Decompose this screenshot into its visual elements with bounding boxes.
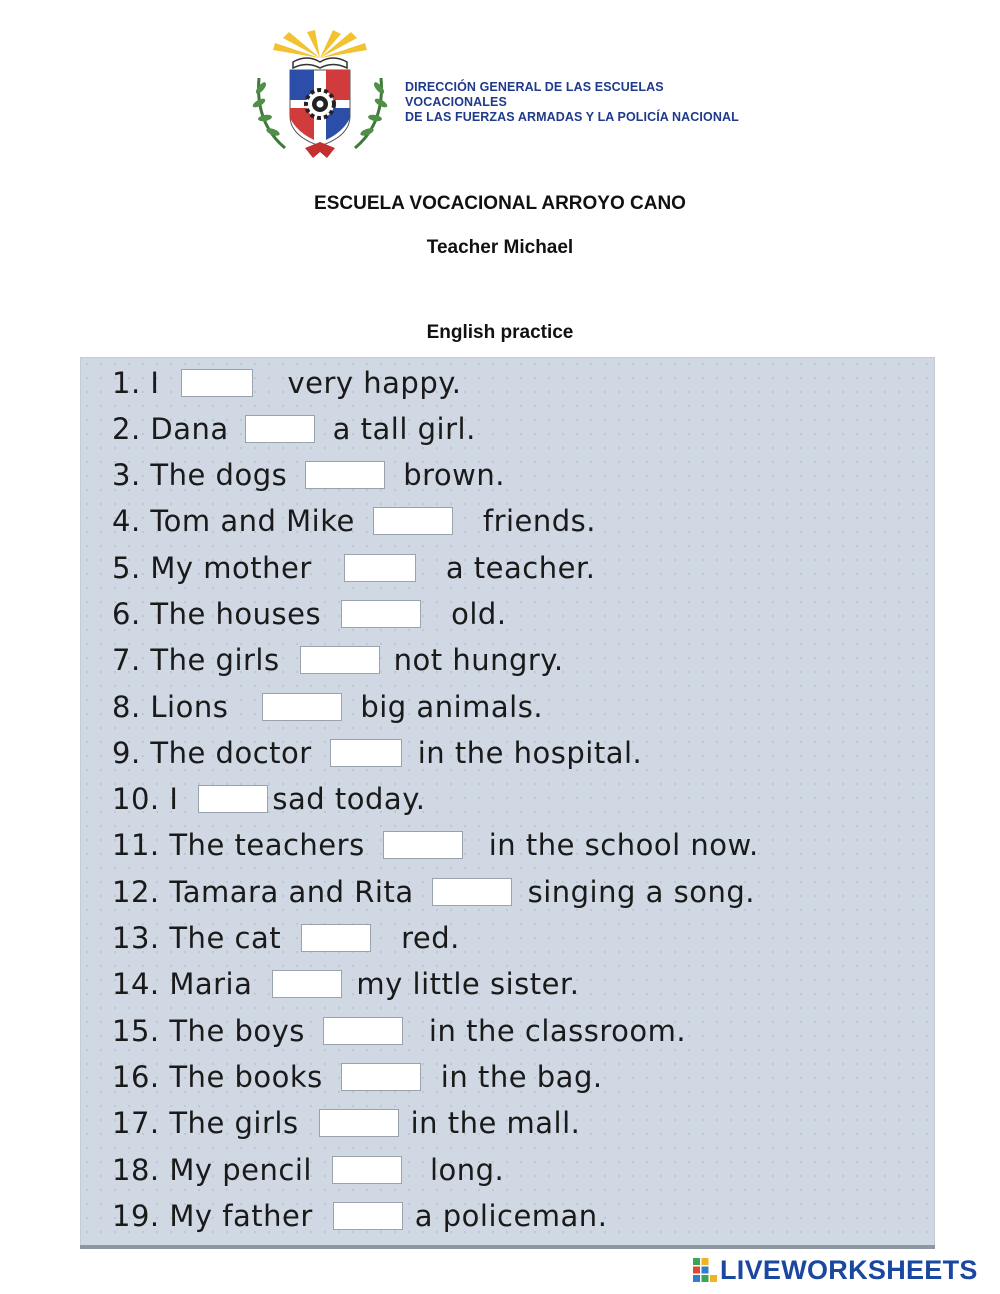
answer-input[interactable]	[383, 831, 463, 859]
exercise-panel	[80, 357, 935, 1248]
answer-input[interactable]	[272, 970, 342, 998]
exercise-row	[112, 640, 564, 680]
exercise-row	[112, 363, 461, 403]
exercise-number: 14.	[112, 967, 160, 1001]
answer-input[interactable]	[262, 693, 342, 721]
exercise-number: 8.	[112, 690, 141, 724]
exercise-text-after: a teacher.	[445, 551, 596, 585]
exercise-text-before: Dana	[150, 412, 229, 446]
organization-name	[405, 80, 765, 125]
exercise-text-after: my little sister.	[356, 967, 580, 1001]
exercise-row	[112, 1150, 504, 1190]
exercise-number: 11.	[112, 828, 160, 862]
exercise-number: 18.	[112, 1153, 160, 1187]
answer-input[interactable]	[344, 554, 416, 582]
exercise-text-after: singing a song.	[527, 875, 755, 909]
answer-input[interactable]	[305, 461, 385, 489]
answer-input[interactable]	[300, 646, 380, 674]
exercise-text-after: in the hospital.	[417, 736, 643, 770]
exercise-row	[112, 964, 579, 1004]
exercise-text-after: sad today.	[272, 782, 426, 816]
exercise-text-before: Lions	[150, 690, 229, 724]
exercise-text-before: Tom and Mike	[150, 504, 355, 538]
exercise-row	[112, 1196, 607, 1236]
answer-input[interactable]	[341, 600, 421, 628]
exercise-number: 1.	[112, 366, 141, 400]
exercise-row	[112, 594, 507, 634]
exercise-text-after: not hungry.	[393, 643, 564, 677]
answer-input[interactable]	[330, 739, 402, 767]
exercise-text-after: old.	[451, 597, 507, 631]
answer-input[interactable]	[323, 1017, 403, 1045]
exercise-text-after: friends.	[482, 504, 597, 538]
exercise-row	[112, 825, 759, 865]
exercise-text-before: My father	[169, 1199, 313, 1233]
school-emblem-logo	[245, 28, 395, 166]
exercise-row	[112, 872, 755, 912]
answer-input[interactable]	[319, 1109, 399, 1137]
exercise-number: 6.	[112, 597, 141, 631]
panel-bottom-border	[80, 1245, 935, 1249]
exercise-number: 13.	[112, 921, 160, 955]
teacher-name: Teacher Michael	[426, 237, 574, 258]
exercise-row	[112, 1057, 603, 1097]
exercise-text-before: I	[150, 366, 160, 400]
answer-input[interactable]	[341, 1063, 421, 1091]
exercise-number: 2.	[112, 412, 141, 446]
exercise-row	[112, 1103, 580, 1143]
exercise-text-after: in the bag.	[440, 1060, 603, 1094]
answer-input[interactable]	[181, 369, 253, 397]
exercise-row	[112, 733, 642, 773]
exercise-number: 15.	[112, 1014, 160, 1048]
exercise-row	[112, 455, 505, 495]
header	[245, 28, 765, 168]
exercise-text-before: The girls	[169, 1106, 299, 1140]
exercise-text-before: Tamara and Rita	[169, 875, 414, 909]
exercise-row	[112, 779, 425, 819]
exercise-text-after: in the classroom.	[428, 1014, 687, 1048]
organization-name-line-1: DIRECCIÓN GENERAL DE LAS ESCUELAS VOCACIONALES	[405, 80, 664, 109]
exercise-number: 10.	[112, 782, 160, 816]
exercise-text-after: long.	[429, 1153, 505, 1187]
exercise-text-before: The cat	[169, 921, 282, 955]
exercise-number: 9.	[112, 736, 141, 770]
exercise-text-after: a tall girl.	[332, 412, 476, 446]
exercise-row	[112, 918, 460, 958]
exercise-text-after: very happy.	[287, 366, 462, 400]
exercise-number: 5.	[112, 551, 141, 585]
exercise-row	[112, 1011, 686, 1051]
exercise-text-before: The teachers	[169, 828, 365, 862]
answer-input[interactable]	[432, 878, 512, 906]
exercise-text-after: brown.	[403, 458, 505, 492]
exercise-number: 17.	[112, 1106, 160, 1140]
exercise-text-after: in the mall.	[410, 1106, 581, 1140]
answer-input[interactable]	[333, 1202, 403, 1230]
exercise-text-after: a policeman.	[414, 1199, 608, 1233]
exercise-text-before: I	[169, 782, 179, 816]
exercise-number: 19.	[112, 1199, 160, 1233]
exercise-text-before: The dogs	[150, 458, 288, 492]
liveworksheets-brand-text: LIVEWORKSHEETS	[720, 1254, 978, 1285]
exercise-row	[112, 409, 476, 449]
organization-name-line-2: DE LAS FUERZAS ARMADAS Y LA POLICÍA NACIONAL	[405, 110, 739, 124]
exercise-text-before: The girls	[150, 643, 280, 677]
exercise-number: 7.	[112, 643, 141, 677]
answer-input[interactable]	[332, 1156, 402, 1184]
answer-input[interactable]	[373, 507, 453, 535]
exercise-number: 3.	[112, 458, 141, 492]
exercise-text-before: The books	[169, 1060, 323, 1094]
exercise-text-before: The houses	[150, 597, 322, 631]
answer-input[interactable]	[301, 924, 371, 952]
exercise-number: 16.	[112, 1060, 160, 1094]
answer-input[interactable]	[198, 785, 268, 813]
exercise-text-before: My mother	[150, 551, 312, 585]
exercise-number: 12.	[112, 875, 160, 909]
exercise-row	[112, 501, 596, 541]
exercise-text-after: in the school now.	[488, 828, 759, 862]
exercise-text-before: My pencil	[169, 1153, 312, 1187]
exercise-text-before: The boys	[169, 1014, 305, 1048]
exercise-row	[112, 687, 543, 727]
liveworksheets-grid-icon	[693, 1258, 717, 1282]
exercise-text-after: red.	[401, 921, 460, 955]
exercise-text-before: The doctor	[150, 736, 312, 770]
exercise-row	[112, 548, 595, 588]
exercise-text-before: Maria	[169, 967, 253, 1001]
exercise-text-after: big animals.	[360, 690, 544, 724]
worksheet-subject: English practice	[426, 322, 574, 343]
liveworksheets-logo[interactable]	[693, 1254, 978, 1286]
school-name: ESCUELA VOCACIONAL ARROYO CANO	[314, 193, 686, 214]
exercise-number: 4.	[112, 504, 141, 538]
answer-input[interactable]	[245, 415, 315, 443]
